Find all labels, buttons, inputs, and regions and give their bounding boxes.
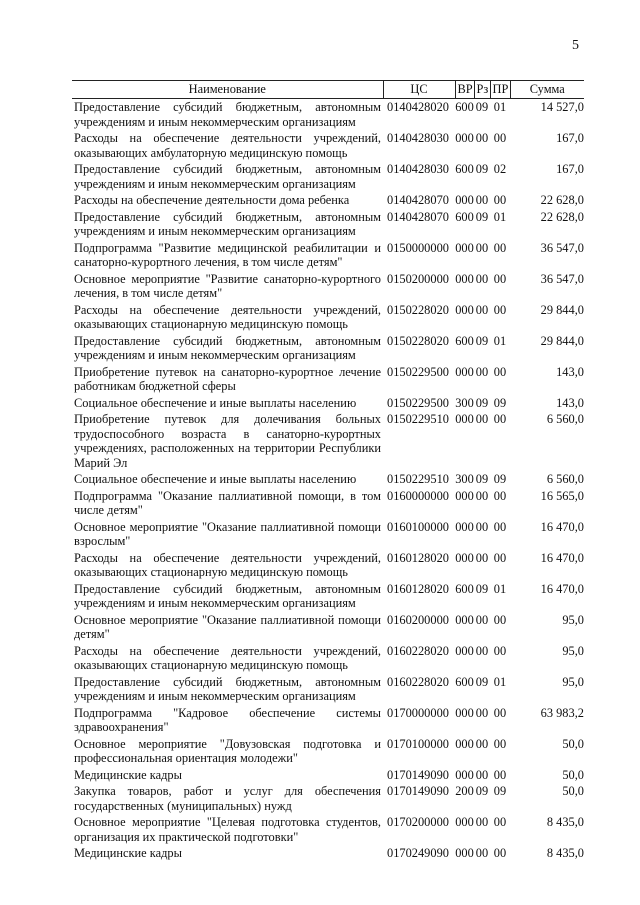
cell-rz: 00 — [475, 193, 489, 207]
header-vr: ВР — [455, 81, 474, 99]
table-row — [72, 550, 584, 581]
cell-rz: 00 — [475, 412, 489, 426]
cell-cs: 0150229510 — [387, 412, 449, 426]
table-row — [72, 488, 584, 519]
cell-sum: 6 560,0 — [546, 412, 584, 426]
cell-name: Социальное обеспечение и иные выплаты населению — [74, 395, 357, 410]
cell-cs: 0160228020 — [387, 643, 449, 658]
cell-vr: 000 — [455, 271, 474, 286]
cell-sum: 167,0 — [556, 162, 584, 176]
cell-name: Предоставление субсидий бюджетным, автономным учреждениям и иным некоммерческим организациям — [74, 674, 381, 703]
cell-cs: 0150228020 — [387, 302, 449, 317]
cell-vr: 000 — [455, 519, 474, 534]
table-row — [72, 814, 584, 845]
cell-vr: 000 — [455, 302, 474, 317]
cell-rz: 00 — [475, 815, 489, 829]
cell-name: Основное мероприятие "Развитие санаторно-курортного лечения, в том числе детям" — [74, 271, 381, 300]
cell-cs: 0160200000 — [387, 612, 449, 627]
cell-rz: 00 — [475, 767, 489, 782]
cell-vr: 600 — [455, 209, 474, 224]
cell-rz: 00 — [475, 240, 489, 255]
cell-pr: 00 — [493, 364, 507, 379]
cell-sum: 95,0 — [562, 612, 584, 627]
table-row — [72, 161, 584, 192]
cell-sum: 22 628,0 — [540, 209, 584, 224]
cell-pr: 01 — [493, 333, 507, 348]
cell-sum: 36 547,0 — [540, 240, 584, 255]
cell-cs: 0160000000 — [387, 488, 449, 503]
cell-cs: 0170100000 — [387, 736, 449, 751]
cell-name: Приобретение путевок на санаторно-курортное лечение работникам бюджетной сферы — [74, 364, 381, 393]
cell-sum: 8 435,0 — [546, 846, 584, 860]
cell-sum: 50,0 — [562, 736, 584, 751]
cell-name: Предоставление субсидий бюджетным, автономным учреждениям и иным некоммерческим организациям — [74, 333, 381, 362]
cell-name: Предоставление субсидий бюджетным, автономным учреждениям и иным некоммерческим организациям — [74, 581, 381, 610]
cell-cs: 0150229500 — [387, 364, 449, 379]
cell-vr: 600 — [455, 162, 474, 176]
cell-vr: 000 — [455, 705, 474, 720]
cell-pr: 00 — [493, 488, 507, 503]
cell-name: Предоставление субсидий бюджетным, автономным учреждениям и иным некоммерческим организациям — [74, 162, 381, 191]
cell-rz: 09 — [475, 784, 489, 798]
cell-name: Расходы на обеспечение деятельности учреждений, оказывающих стационарную медицинскую помощь — [74, 302, 381, 331]
cell-name: Подпрограмма "Развитие медицинской реабилитации и санаторно-курортного лечения, в том числе детям" — [74, 240, 381, 269]
cell-cs: 0160128020 — [387, 550, 449, 565]
cell-cs: 0140428030 — [387, 162, 449, 176]
cell-cs: 0170200000 — [387, 815, 449, 829]
cell-sum: 63 983,2 — [540, 705, 584, 720]
cell-pr: 09 — [493, 395, 507, 410]
cell-rz: 00 — [475, 846, 489, 860]
cell-pr: 01 — [493, 581, 507, 596]
table-row — [72, 302, 584, 333]
cell-pr: 00 — [493, 736, 507, 751]
cell-cs: 0150229510 — [387, 472, 449, 486]
cell-sum: 29 844,0 — [540, 333, 584, 348]
table-row — [72, 612, 584, 643]
cell-vr: 000 — [455, 412, 474, 426]
cell-name: Медицинские кадры — [74, 846, 182, 860]
cell-rz: 09 — [475, 674, 489, 689]
cell-vr: 600 — [455, 333, 474, 348]
cell-rz: 00 — [475, 612, 489, 627]
table-row — [72, 519, 584, 550]
table-row — [72, 333, 584, 364]
cell-cs: 0150200000 — [387, 271, 449, 286]
cell-name: Социальное обеспечение и иные выплаты населению — [74, 472, 357, 486]
cell-rz: 00 — [475, 364, 489, 379]
cell-vr: 300 — [455, 395, 474, 410]
cell-sum: 167,0 — [556, 131, 584, 145]
table-header-row — [72, 81, 584, 99]
header-rz: Рз — [474, 81, 490, 99]
table-row — [72, 767, 584, 784]
cell-pr: 00 — [493, 612, 507, 627]
cell-sum: 14 527,0 — [540, 100, 584, 114]
cell-rz: 00 — [475, 488, 489, 503]
cell-pr: 01 — [493, 209, 507, 224]
cell-vr: 000 — [455, 131, 474, 145]
page-number: 5 — [572, 38, 579, 53]
cell-pr: 00 — [493, 815, 507, 829]
cell-name: Подпрограмма "Оказание паллиативной помощи, в том числе детям" — [74, 488, 381, 517]
cell-rz: 09 — [475, 581, 489, 596]
cell-pr: 02 — [493, 162, 507, 176]
table-row — [72, 209, 584, 240]
cell-pr: 00 — [493, 302, 507, 317]
cell-sum: 16 565,0 — [540, 488, 584, 503]
cell-cs: 0140428030 — [387, 131, 449, 145]
cell-sum: 29 844,0 — [540, 302, 584, 317]
cell-rz: 09 — [475, 395, 489, 410]
cell-pr: 00 — [493, 240, 507, 255]
cell-sum: 50,0 — [562, 784, 584, 798]
cell-pr: 00 — [493, 846, 507, 860]
cell-rz: 00 — [475, 550, 489, 565]
header-cs: ЦС — [383, 81, 455, 99]
cell-rz: 00 — [475, 519, 489, 534]
cell-name: Основное мероприятие "Довузовская подготовка и профессиональная ориентация молодежи" — [74, 736, 381, 765]
cell-name: Подпрограмма "Кадровое обеспечение системы здравоохранения" — [74, 705, 381, 734]
cell-cs: 0170149090 — [387, 784, 449, 798]
cell-rz: 00 — [475, 302, 489, 317]
table-row — [72, 643, 584, 674]
table-row — [72, 411, 584, 471]
cell-cs: 0170000000 — [387, 705, 449, 720]
cell-vr: 000 — [455, 550, 474, 565]
header-name: Наименование — [72, 81, 383, 99]
cell-pr: 00 — [493, 271, 507, 286]
cell-name: Расходы на обеспечение деятельности учреждений, оказывающих стационарную медицинскую помощь — [74, 550, 381, 579]
table-row — [72, 845, 584, 862]
table-row — [72, 705, 584, 736]
cell-vr: 000 — [455, 643, 474, 658]
cell-pr: 00 — [493, 193, 507, 207]
cell-vr: 200 — [455, 784, 474, 798]
cell-cs: 0170149090 — [387, 767, 449, 782]
cell-sum: 50,0 — [562, 767, 584, 782]
cell-name: Приобретение путевок для долечивания больных трудоспособного возраста в санаторно-курортных учреждениях, расположенных на территории Республики Марий Эл — [74, 412, 381, 470]
cell-rz: 09 — [475, 333, 489, 348]
cell-rz: 09 — [475, 472, 489, 486]
cell-name: Медицинские кадры — [74, 767, 182, 782]
cell-cs: 0140428020 — [387, 100, 449, 114]
cell-cs: 0140428070 — [387, 193, 449, 207]
cell-cs: 0150000000 — [387, 240, 449, 255]
header-pr: ПР — [490, 81, 510, 99]
cell-rz: 00 — [475, 736, 489, 751]
cell-sum: 143,0 — [556, 364, 584, 379]
cell-vr: 000 — [455, 815, 474, 829]
cell-vr: 600 — [455, 674, 474, 689]
cell-pr: 00 — [493, 643, 507, 658]
cell-sum: 16 470,0 — [540, 519, 584, 534]
cell-vr: 600 — [455, 581, 474, 596]
cell-pr: 01 — [493, 100, 507, 114]
table-row — [72, 271, 584, 302]
cell-pr: 00 — [493, 550, 507, 565]
cell-name: Предоставление субсидий бюджетным, автономным учреждениям и иным некоммерческим организациям — [74, 100, 381, 129]
table-row — [72, 783, 584, 814]
table-row — [72, 471, 584, 488]
cell-vr: 000 — [455, 612, 474, 627]
cell-sum: 22 628,0 — [540, 193, 584, 207]
cell-vr: 000 — [455, 767, 474, 782]
table-body — [72, 99, 584, 862]
table-row — [72, 192, 584, 209]
cell-pr: 00 — [493, 131, 507, 145]
cell-rz: 09 — [475, 162, 489, 176]
cell-sum: 8 435,0 — [546, 815, 584, 829]
cell-cs: 0160228020 — [387, 674, 449, 689]
cell-cs: 0150228020 — [387, 333, 449, 348]
cell-vr: 000 — [455, 364, 474, 379]
table-row — [72, 130, 584, 161]
cell-rz: 00 — [475, 131, 489, 145]
table-row — [72, 736, 584, 767]
cell-pr: 00 — [493, 519, 507, 534]
cell-name: Закупка товаров, работ и услуг для обеспечения государственных (муниципальных) нужд — [74, 784, 381, 813]
table-row — [72, 240, 584, 271]
cell-vr: 000 — [455, 193, 474, 207]
table-row — [72, 99, 584, 131]
cell-vr: 300 — [455, 472, 474, 486]
cell-vr: 000 — [455, 240, 474, 255]
cell-name: Основное мероприятие "Целевая подготовка студентов, организация их практической подготовки" — [74, 815, 381, 844]
cell-sum: 16 470,0 — [540, 581, 584, 596]
cell-rz: 00 — [475, 271, 489, 286]
cell-cs: 0140428070 — [387, 209, 449, 224]
table-row — [72, 674, 584, 705]
cell-name: Расходы на обеспечение деятельности учреждений, оказывающих стационарную медицинскую помощь — [74, 643, 381, 672]
cell-rz: 09 — [475, 100, 489, 114]
cell-sum: 143,0 — [556, 395, 584, 410]
cell-rz: 00 — [475, 643, 489, 658]
budget-table — [72, 80, 584, 862]
cell-sum: 95,0 — [562, 643, 584, 658]
cell-name: Основное мероприятие "Оказание паллиативной помощи взрослым" — [74, 519, 381, 548]
cell-name: Предоставление субсидий бюджетным, автономным учреждениям и иным некоммерческим организациям — [74, 209, 381, 238]
cell-pr: 00 — [493, 767, 507, 782]
cell-sum: 6 560,0 — [546, 472, 584, 486]
cell-name: Основное мероприятие "Оказание паллиативной помощи детям" — [74, 612, 381, 641]
cell-pr: 00 — [493, 412, 507, 426]
cell-rz: 09 — [475, 209, 489, 224]
cell-cs: 0150229500 — [387, 395, 449, 410]
table-row — [72, 395, 584, 412]
cell-sum: 16 470,0 — [540, 550, 584, 565]
cell-cs: 0160128020 — [387, 581, 449, 596]
cell-sum: 95,0 — [562, 674, 584, 689]
cell-vr: 000 — [455, 736, 474, 751]
cell-cs: 0170249090 — [387, 846, 449, 860]
cell-vr: 600 — [455, 100, 474, 114]
cell-vr: 000 — [455, 846, 474, 860]
table-row — [72, 364, 584, 395]
cell-pr: 09 — [493, 784, 507, 798]
table-row — [72, 581, 584, 612]
cell-cs: 0160100000 — [387, 519, 449, 534]
cell-rz: 00 — [475, 705, 489, 720]
cell-pr: 00 — [493, 705, 507, 720]
cell-name: Расходы на обеспечение деятельности дома ребенка — [74, 193, 350, 207]
cell-pr: 01 — [493, 674, 507, 689]
cell-sum: 36 547,0 — [540, 271, 584, 286]
cell-pr: 09 — [493, 472, 507, 486]
cell-vr: 000 — [455, 488, 474, 503]
header-sum: Сумма — [510, 81, 584, 99]
cell-name: Расходы на обеспечение деятельности учреждений, оказывающих амбулаторную медицинскую помощь — [74, 131, 381, 160]
